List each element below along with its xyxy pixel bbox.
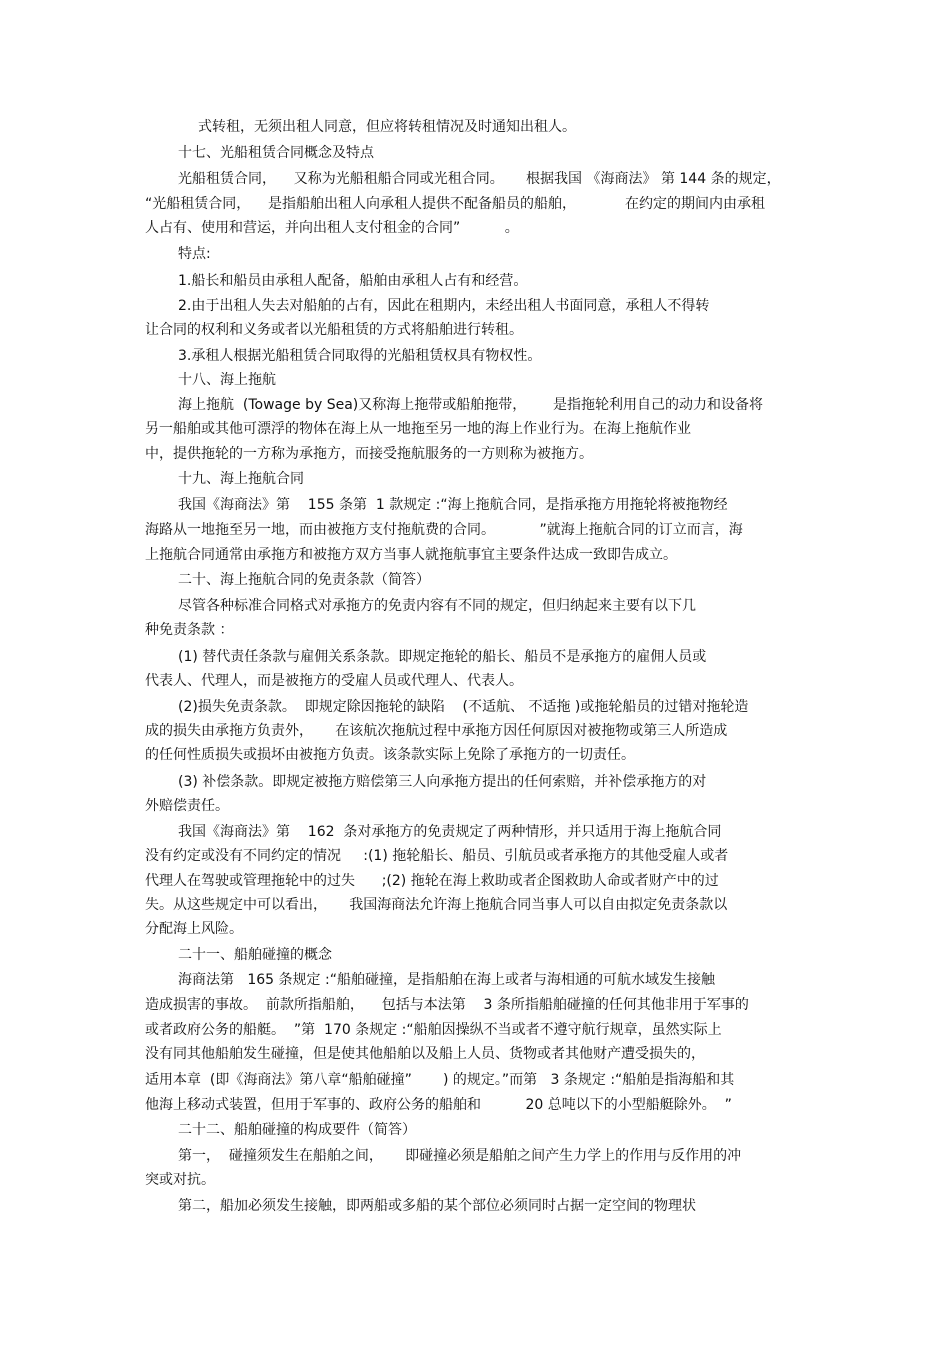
text-line: 分配海上风险。 <box>145 921 243 937</box>
section-heading: 二十、海上拖航合同的免责条款（简答） <box>178 572 430 588</box>
text-line: 的任何性质损失或损坏由被拖方负责。该条款实际上免除了承拖方的一切责任。 <box>145 747 635 763</box>
text-line: 第二，船加必须发生接触，即两船或多船的某个部位必须同时占据一定空间的物理状 <box>178 1198 696 1214</box>
text-line: 种免责条款 ： <box>145 622 234 638</box>
text-line: 代表人、代理人，而是被拖方的受雇人员或代理人、代表人。 <box>145 673 523 689</box>
text-line: 没有约定或没有不同约定的情况 :(1) 拖轮船长、船员、引航员或者承拖方的其他受雇人或者 <box>145 848 729 864</box>
text-line: 尽管各种标准合同格式对承拖方的免责内容有不同的规定，但归纳起来主要有以下几 <box>178 598 696 614</box>
section-heading: 十九、海上拖航合同 <box>178 471 304 487</box>
text-line: 外赔偿责任。 <box>145 798 229 814</box>
text-line: 适用本章 (即《海商法》第八章“船舶碰撞” ) 的规定。”而第 3 条规定 :“船舶是指海船和其 <box>145 1072 735 1088</box>
text-line: 成的损失由承拖方负责外， 在该航次拖航过程中承拖方因任何原因对被拖物或第三人所造成 <box>145 723 728 739</box>
section-heading: 十八、海上拖航 <box>178 372 276 388</box>
text-line: 海上拖航 (Towage by Sea)又称海上拖带或船舶拖带， 是指拖轮利用自己的动力和设备将 <box>178 397 763 413</box>
text-line: 1.船长和船员由承租人配备，船舶由承租人占有和经营。 <box>178 273 528 289</box>
text-line: 式转租，无须出租人同意，但应将转租情况及时通知出租人。 <box>198 119 576 135</box>
text-line: 突或对抗。 <box>145 1172 215 1188</box>
text-line: (3) 补偿条款。即规定被拖方赔偿第三人向承拖方提出的任何索赔，并补偿承拖方的对 <box>178 774 707 790</box>
text-line: 中，提供拖轮的一方称为承拖方，而接受拖航服务的一方则称为被拖方。 <box>145 446 593 462</box>
section-heading: 二十二、船舶碰撞的构成要件（简答） <box>178 1122 416 1138</box>
text-line: 或者政府公务的船艇。 ”第 170 条规定 :“船舶因操纵不当或者不遵守航行规章，虽然实际上 <box>145 1022 722 1038</box>
text-line: (1) 替代责任条款与雇佣关系条款。即规定拖轮的船长、船员不是承拖方的雇佣人员或 <box>178 649 707 665</box>
text-line: 上拖航合同通常由承拖方和被拖方双方当事人就拖航事宜主要条件达成一致即告成立。 <box>145 547 677 563</box>
text-line: 光船租赁合同， 又称为光船租船合同或光租合同。 根据我国 《海商法》 第 144 条的规定， <box>178 171 781 187</box>
text-line: 2.由于出租人失去对船舶的占有，因此在租期内，未经出租人书面同意，承租人不得转 <box>178 298 710 314</box>
text-line: 另一船舶或其他可漂浮的物体在海上从一地拖至另一地的海上作业行为。在海上拖航作业 <box>145 421 691 437</box>
text-line: 他海上移动式装置，但用于军事的、政府公务的船舶和 20 总吨以下的小型船艇除外。 ” <box>145 1097 732 1113</box>
text-line: 造成损害的事故。 前款所指船舶， 包括与本法第 3 条所指船舶碰撞的任何其他非用于军事的 <box>145 997 749 1013</box>
text-line: 3.承租人根据光船租赁合同取得的光船租赁权具有物权性。 <box>178 348 542 364</box>
text-line: 第一， 碰撞须发生在船舶之间， 即碰撞必须是船舶之间产生力学上的作用与反作用的冲 <box>178 1148 742 1164</box>
text-line: 没有同其他船舶发生碰撞，但是使其他船舶以及船上人员、货物或者其他财产遭受损失的， <box>145 1046 705 1062</box>
text-line: 我国《海商法》第 155 条第 1 款规定 :“海上拖航合同，是指承拖方用拖轮将被拖物经 <box>178 497 728 513</box>
text-line: (2)损失免责条款。 即规定除因拖轮的缺陷 (不适航、 不适拖 )或拖轮船员的过错对拖轮造 <box>178 699 749 715</box>
text-line: 海商法第 165 条规定 :“船舶碰撞，是指船舶在海上或者与海相通的可航水域发生接触 <box>178 972 715 988</box>
text-line: 人占有、使用和营运，并向出租人支付租金的合同” 。 <box>145 220 519 236</box>
text-line: 我国《海商法》第 162 条对承拖方的免责规定了两种情形，并只适用于海上拖航合同 <box>178 824 722 840</box>
text-line: 海路从一地拖至另一地，而由被拖方支付拖航费的合同。 ”就海上拖航合同的订立而言，海 <box>145 522 743 538</box>
section-heading: 二十一、船舶碰撞的概念 <box>178 947 332 963</box>
text-line: 失。从这些规定中可以看出， 我国海商法允许海上拖航合同当事人可以自由拟定免责条款以 <box>145 897 728 913</box>
text-line: 代理人在驾驶或管理拖轮中的过失 ;(2) 拖轮在海上救助或者企图救助人命或者财产中的过 <box>145 873 719 889</box>
text-line: 特点: <box>178 246 211 262</box>
section-heading: 十七、光船租赁合同概念及特点 <box>178 145 374 161</box>
text-line: 让合同的权利和义务或者以光船租赁的方式将船舶进行转租。 <box>145 322 523 338</box>
text-line: “光船租赁合同， 是指船舶出租人向承租人提供不配备船员的船舶， 在约定的期间内由承租 <box>145 196 766 212</box>
